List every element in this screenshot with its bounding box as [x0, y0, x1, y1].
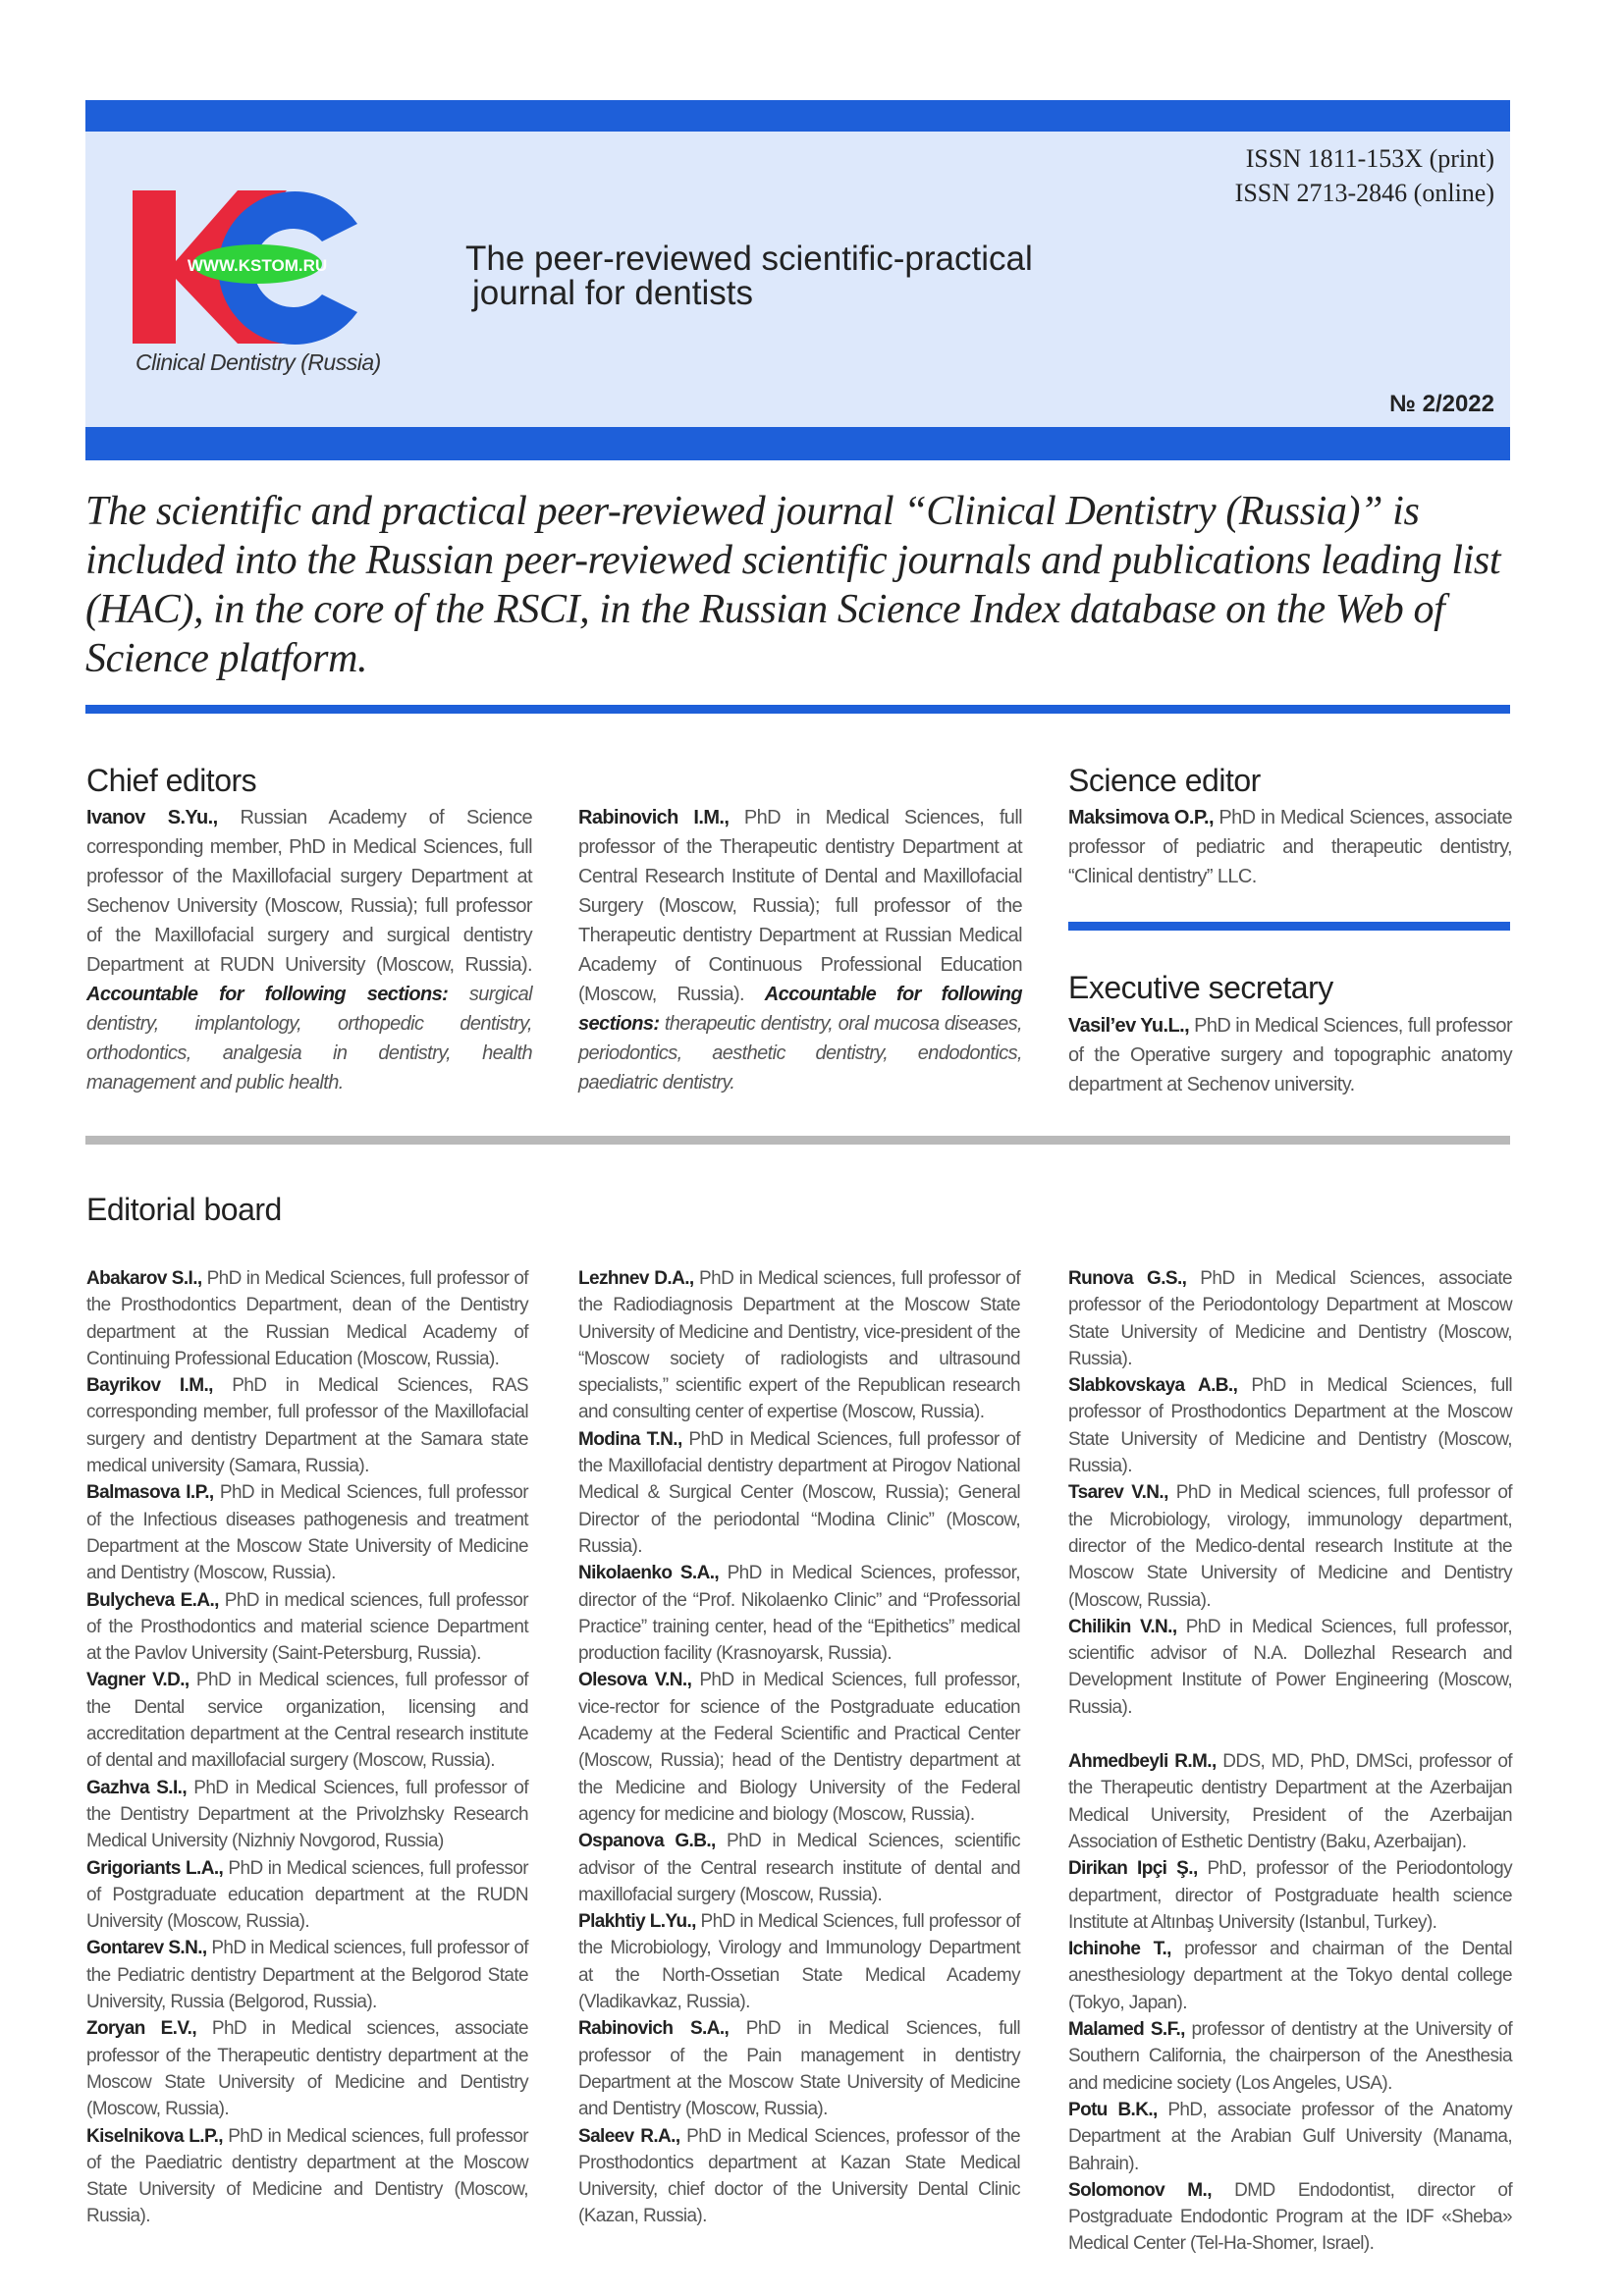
member-name: Potu B.K.,	[1068, 2099, 1158, 2120]
header-bottom-bar	[85, 427, 1510, 460]
member-desc: PhD in Medical Sciences, full professor of the Dentistry Department at the Privolzhsky Research Medical University (Nizhniy Novgorod, Russia)	[86, 1777, 528, 1852]
accountable-sections: therapeutic dentistry, oral mucosa diseases, periodontics, aesthetic dentistry, endodontics, paediatric dentistry.	[578, 1013, 1022, 1094]
logo-caption: Clinical Dentistry (Russia)	[135, 349, 381, 375]
member-name: Gontarev S.N.,	[86, 1938, 207, 1959]
journal-tagline	[465, 241, 1153, 310]
member-name: Ahmedbeyli R.M.,	[1068, 1751, 1217, 1773]
board-member	[1068, 1479, 1512, 1613]
member-desc: professor and chairman of the Dental anesthesiology department at the Tokyo dental college (Tokyo, Japan).	[1068, 1939, 1512, 2013]
board-member	[1068, 1855, 1512, 1936]
chief-editor-1	[86, 803, 532, 1097]
spacer	[1068, 1721, 1512, 1748]
member-name: Dirikan Ipçi Ş.,	[1068, 1858, 1198, 1880]
member-desc: PhD in medical sciences, full professor of the Prosthodontics and material science Department at the Pavlov University (Saint-Petersburg, Russia).	[86, 1589, 528, 1665]
indexing-statement: The scientific and practical peer-reviewed journal “Clinical Dentistry (Russia)” is included into the Russian peer-reviewed scientific journals and publications leading list (HAC), in the core of the RSCI, in the Russian Science Index database on the Web of Science platform.	[85, 489, 1501, 681]
member-name: Kiselnikova L.P.,	[86, 2125, 223, 2147]
member-desc: PhD in Medical Sciences, RAS corresponding member, full professor of the Maxillofacial surgery and dentistry Department at the Samara state medical university (Samara, Russia).	[86, 1375, 529, 1477]
board-member	[578, 1426, 1020, 1560]
member-name: Vagner V.D.,	[86, 1670, 189, 1691]
member-desc: PhD in Medical Sciences, full professor of the Pain management in dentistry Department at the Moscow State University of Medicine and Dentistry (Moscow, Russia).	[578, 2018, 1020, 2120]
member-desc: PhD in Medical Sciences, professor, director of the “Prof. Nikolaenko Clinic” and “Professorial Practice” training center, head of the “Epithetics” medical production facility (Krasnoyarsk, Russia).	[578, 1563, 1020, 1665]
member-name: Zoryan E.V.,	[86, 2018, 197, 2040]
member-desc: PhD in Medical Sciences, full professor, scientific advisor of N.A. Dollezhal Research and Development Institute of Power Engineering (Moscow, Russia).	[1068, 1616, 1512, 1718]
member-desc: PhD in Medical Sciences, associate professor of the Periodontology Department at Moscow State University of Medicine and Dentistry (Moscow, Russia).	[1068, 1268, 1512, 1369]
board-member	[86, 1855, 528, 1936]
board-member	[1068, 1614, 1512, 1721]
editorial-board-title: Editorial board	[86, 1192, 282, 1227]
editorial-board-col2	[578, 1265, 1020, 2230]
issn-online: ISSN 2713-2846 (online)	[1234, 179, 1494, 207]
member-name: Modina T.N.,	[578, 1428, 682, 1450]
member-name: Gazhva S.I.,	[86, 1777, 188, 1798]
member-desc: PhD in Medical Sciences, full professor of the Maxillofacial dentistry department at Pirogov National Medical & Surgical Center (Moscow, Russia); General Director of the periodontal “Modina Clinic” (Moscow, Russia).	[578, 1428, 1020, 1557]
editor-desc: Russian Academy of Science corresponding member, PhD in Medical Sciences, full professor of the Maxillofacial surgery Department at Sechenov University (Moscow, Russia); full professor of the Maxillofacial surgery and surgical dentistry Department at RUDN University (Moscow, Russia).	[86, 807, 532, 976]
member-desc: PhD in Medical Sciences, full professor of the Microbiology, Virology and Immunology Department at the North-Ossetian State Medical Academy (Vladikavkaz, Russia).	[578, 1911, 1020, 2013]
member-name: Balmasova I.P.,	[86, 1482, 214, 1504]
logo-url-text: WWW.KSTOM.RU	[187, 256, 328, 275]
member-desc: PhD in Medical sciences, full professor of the Pediatric dentistry Department at the Belgorod State University, Russia (Belgorod, Russia).	[86, 1938, 528, 2013]
science-editor-title: Science editor	[1068, 763, 1261, 798]
editor-desc: PhD in Medical Sciences, full professor of the Operative surgery and topographic anatomy department at Sechenov university.	[1068, 1015, 1513, 1095]
member-desc: PhD in Medical sciences, associate professor of the Therapeutic dentistry department at the Moscow State University of Medicine and Dentistry (Moscow, Russia).	[86, 2018, 528, 2120]
member-name: Malamed S.F.,	[1068, 2019, 1185, 2041]
member-desc: PhD in Medical Sciences, full professor, vice-rector for science of the Postgraduate education Academy at the Federal Scientific and Practical Center (Moscow, Russia); head of the Dentistry department at the Medicine and Biology University of the Federal agency for medicine and biology (Moscow, Russia).	[578, 1670, 1020, 1825]
member-name: Slabkovskaya A.B.,	[1068, 1375, 1238, 1397]
board-member	[86, 1667, 528, 1774]
member-desc: PhD in Medical sciences, full professor of the Dental service organization, licensing and accreditation department at the Central research institute of dental and maxillofacial surgery (Moscow, Russia).	[86, 1670, 528, 1772]
member-name: Saleev R.A.,	[578, 2125, 680, 2147]
member-name: Bayrikov I.M.,	[86, 1375, 213, 1397]
science-editor-divider	[1068, 922, 1510, 931]
chief-editor-2	[578, 803, 1022, 1097]
member-desc: PhD in Medical Sciences, full professor of the Prosthodontics Department, dean of the Dentistry department at the Russian Medical Academy of Continuing Professional Education (Moscow, Russia).	[86, 1268, 528, 1369]
board-member	[86, 1935, 528, 2015]
member-desc: PhD in Medical sciences, full professor of the Microbiology, virology, immunology department, director of the Medico-dental research Institute at the Moscow State University of Medicine and Dentistry (Moscow, Russia).	[1068, 1482, 1512, 1611]
board-member	[578, 1908, 1020, 2015]
member-name: Lezhnev D.A.,	[578, 1268, 694, 1289]
member-name: Ichinohe T.,	[1068, 1939, 1171, 1960]
member-desc: PhD in Medical sciences, full professor of Postgraduate education department at the RUDN University (Moscow, Russia).	[86, 1857, 528, 1933]
board-member	[1068, 2016, 1512, 2097]
accountable-label: Accountable for following sections:	[86, 984, 449, 1005]
executive-secretary-title: Executive secretary	[1068, 970, 1333, 1005]
tagline-line2: journal for dentists	[472, 274, 753, 312]
issue-number: № 2/2022	[1389, 391, 1494, 417]
member-name: Rabinovich S.A.,	[578, 2018, 730, 2040]
board-member	[86, 1479, 528, 1586]
member-desc: PhD, professor of the Periodontology department, director of Postgraduate health science Institute at Altınbaş University (Istanbul, Turkey).	[1068, 1858, 1512, 1933]
member-desc: PhD in Medical Sciences, scientific advisor of the Central research institute of dental and maxillofacial surgery (Moscow, Russia).	[578, 1831, 1020, 1905]
member-desc: PhD in Medical Sciences, professor of the Prosthodontics department at Kazan State Medical University, chief doctor of the University Dental Clinic (Kazan, Russia).	[578, 2125, 1020, 2227]
section-divider	[85, 1136, 1510, 1145]
board-member	[86, 1775, 528, 1855]
board-member	[86, 1372, 528, 1479]
member-name: Grigoriants L.A.,	[86, 1857, 224, 1879]
chief-editors-title: Chief editors	[86, 763, 257, 798]
member-name: Plakhtiy L.Yu.,	[578, 1911, 696, 1933]
editor-name: Maksimova O.P.,	[1068, 807, 1214, 828]
member-name: Ospanova G.B.,	[578, 1831, 716, 1852]
member-name: Abakarov S.I.,	[86, 1268, 202, 1289]
editorial-board-col1	[86, 1265, 528, 2230]
accountable-label: Accountable for following sections:	[578, 984, 1022, 1035]
statement-divider	[85, 705, 1510, 714]
member-desc: PhD, associate professor of the Anatomy Department at the Arabian Gulf University (Manama, Bahrain).	[1068, 2099, 1512, 2174]
editor-name: Rabinovich I.M.,	[578, 807, 730, 828]
board-member	[1068, 2097, 1512, 2177]
member-desc: professor of dentistry at the University of Southern California, the chairperson of the Anesthesia and medicine society (Los Angeles, USA).	[1068, 2019, 1513, 2094]
editorial-board-col3	[1068, 1265, 1512, 2258]
member-desc: PhD in Medical Sciences, full professor of the Infectious diseases pathogenesis and treatment Department at the Moscow State University of Medicine and Dentistry (Moscow, Russia).	[86, 1482, 529, 1584]
board-member	[86, 1265, 528, 1372]
board-member	[1068, 2177, 1512, 2258]
board-member	[86, 2015, 528, 2122]
issn-block	[1235, 141, 1494, 210]
tagline-line1: The peer-reviewed scientific-practical	[465, 240, 1033, 278]
board-member	[578, 2123, 1020, 2230]
board-member	[86, 2123, 528, 2230]
member-name: Runova G.S.,	[1068, 1268, 1187, 1289]
board-member	[578, 1828, 1020, 1908]
board-member	[578, 1560, 1020, 1667]
issn-print: ISSN 1811-153X (print)	[1245, 144, 1494, 173]
board-member	[1068, 1265, 1512, 1372]
editor-desc: PhD in Medical Sciences, full professor of the Therapeutic dentistry Department at Central Research Institute of Dental and Maxillofacial Surgery (Moscow, Russia); full professor of the Therapeutic dentistry Department at Russian Medical Academy of Continuous Professional Education (Moscow, Russia).	[578, 807, 1022, 1005]
board-member	[578, 1265, 1020, 1426]
board-member	[578, 1667, 1020, 1828]
member-desc: PhD in Medical sciences, full professor of the Radiodiagnosis Department at the Moscow State University of Medicine and Dentistry, vice-president of the “Moscow society of radiologists and ultrasound specialists,” scientific expert of the Republican research and consulting center of expertise (Moscow, Russia).	[578, 1268, 1020, 1423]
header-top-bar	[85, 100, 1510, 132]
board-member	[1068, 1748, 1512, 1855]
board-member	[86, 1587, 528, 1668]
science-editor-entry	[1068, 803, 1512, 891]
member-desc: DDS, MD, PhD, DMSci, professor of the Therapeutic dentistry Department at the Azerbaijan Medical University, President of the Azerbaijan Association of Esthetic Dentistry (Baku, Azerbaijan).	[1068, 1751, 1512, 1852]
executive-secretary-entry	[1068, 1011, 1512, 1099]
member-desc: PhD in Medical Sciences, full professor of Prosthodontics Department at the Moscow State University of Medicine and Dentistry (Moscow, Russia).	[1068, 1375, 1512, 1477]
member-name: Bulycheva E.A.,	[86, 1589, 219, 1611]
board-member	[1068, 1372, 1512, 1479]
accountable-sections: surgical dentistry, implantology, orthopedic dentistry, orthodontics, analgesia in dentistry, health management and public health.	[86, 984, 532, 1094]
member-name: Solomonov M.,	[1068, 2179, 1212, 2201]
editor-name: Vasil’ev Yu.L.,	[1068, 1015, 1190, 1037]
board-member	[1068, 1936, 1512, 2016]
member-name: Tsarev V.N.,	[1068, 1482, 1168, 1504]
member-desc: DMD Endodontist, director of Postgraduate Endodontic Program at the IDF «Sheba» Medical Center (Tel-Ha-Shomer, Israel).	[1068, 2179, 1512, 2255]
editor-desc: PhD in Medical Sciences, associate professor of pediatric and therapeutic dentistry, “Clinical dentistry” LLC.	[1068, 807, 1512, 887]
member-name: Olesova V.N.,	[578, 1670, 692, 1691]
member-desc: PhD in Medical sciences, full professor of the Paediatric dentistry department at the Moscow State University of Medicine and Dentistry (Moscow, Russia).	[86, 2125, 528, 2227]
board-member	[578, 2015, 1020, 2122]
editor-name: Ivanov S.Yu.,	[86, 807, 218, 828]
member-name: Chilikin V.N.,	[1068, 1616, 1177, 1637]
member-name: Nikolaenko S.A.,	[578, 1563, 720, 1584]
